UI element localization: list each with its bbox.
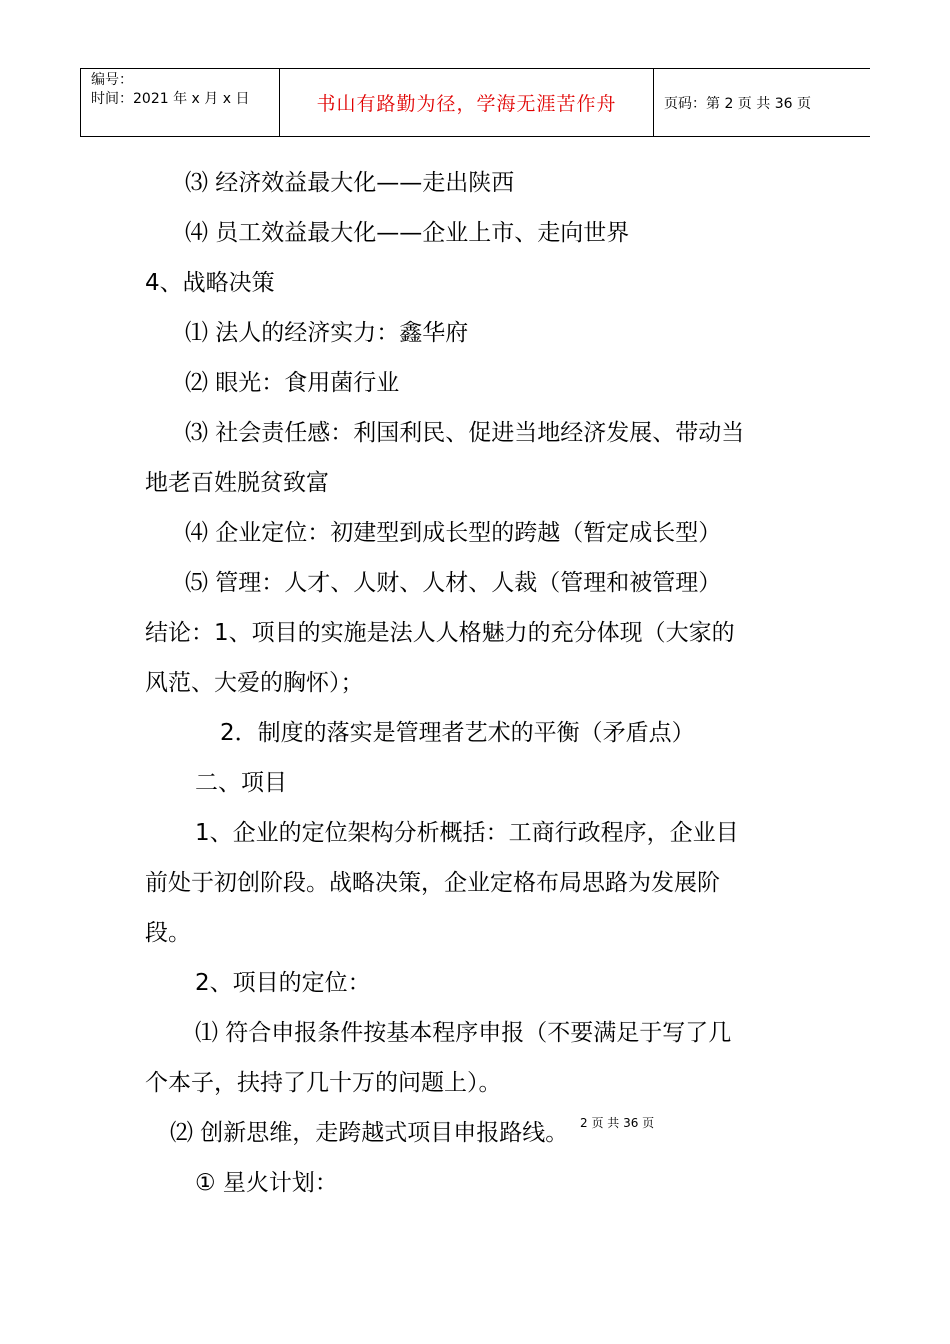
text-line: ⑵ 眼光：食用菌行业 — [185, 370, 400, 396]
text-line: 前处于初创阶段。战略决策，企业定格布局思路为发展阶 — [145, 870, 720, 896]
text-line: 个本子，扶持了几十万的问题上）。 — [145, 1070, 502, 1096]
text-line: ⑶ 经济效益最大化——走出陕西 — [185, 170, 515, 196]
text-line: ⑵ 创新思维，走跨越式项目申报路线。 — [170, 1120, 569, 1146]
number-label: 编号： — [91, 72, 133, 88]
text-line: 地老百姓脱贫致富 — [145, 470, 329, 496]
date-label: 时间：2021 年 x 月 x 日 — [91, 91, 250, 107]
header-meta-cell — [80, 69, 280, 136]
text-line: 2、项目的定位： — [195, 970, 371, 996]
text-line: ⑷ 员工效益最大化——企业上市、走向世界 — [185, 220, 630, 246]
text-line: 结论：1、项目的实施是法人人格魅力的充分体现（大家的 — [145, 620, 735, 646]
text-line: ⑷ 企业定位：初建型到成长型的跨越（暂定成长型） — [185, 520, 722, 546]
text-line: ⑴ 符合申报条件按基本程序申报（不要满足于写了几 — [195, 1020, 732, 1046]
motto: 书山有路勤为径，学海无涯苦作舟 — [280, 69, 654, 136]
text-line: ⑶ 社会责任感：利国利民、促进当地经济发展、带动当 — [185, 420, 745, 446]
text-line: ⑸ 管理：人才、人财、人材、人裁（管理和被管理） — [185, 570, 722, 596]
text-line: 段。 — [145, 920, 191, 946]
text-line: 二、项目 — [195, 770, 287, 796]
text-line: 1、企业的定位架构分析概括：工商行政程序，企业目 — [195, 820, 739, 846]
text-line: 2．制度的落实是管理者艺术的平衡（矛盾点） — [220, 720, 695, 746]
text-line: 风范、大爱的胸怀）； — [145, 670, 364, 696]
text-line: ① 星火计划： — [195, 1170, 338, 1196]
page-info: 页码：第 2 页 共 36 页 — [664, 95, 811, 112]
text-line: 4、战略决策 — [145, 270, 275, 296]
header-table — [80, 68, 870, 137]
text-line: ⑴ 法人的经济实力：鑫华府 — [185, 320, 469, 346]
page-footer-note: 2 页 共 36 页 — [580, 1116, 655, 1130]
